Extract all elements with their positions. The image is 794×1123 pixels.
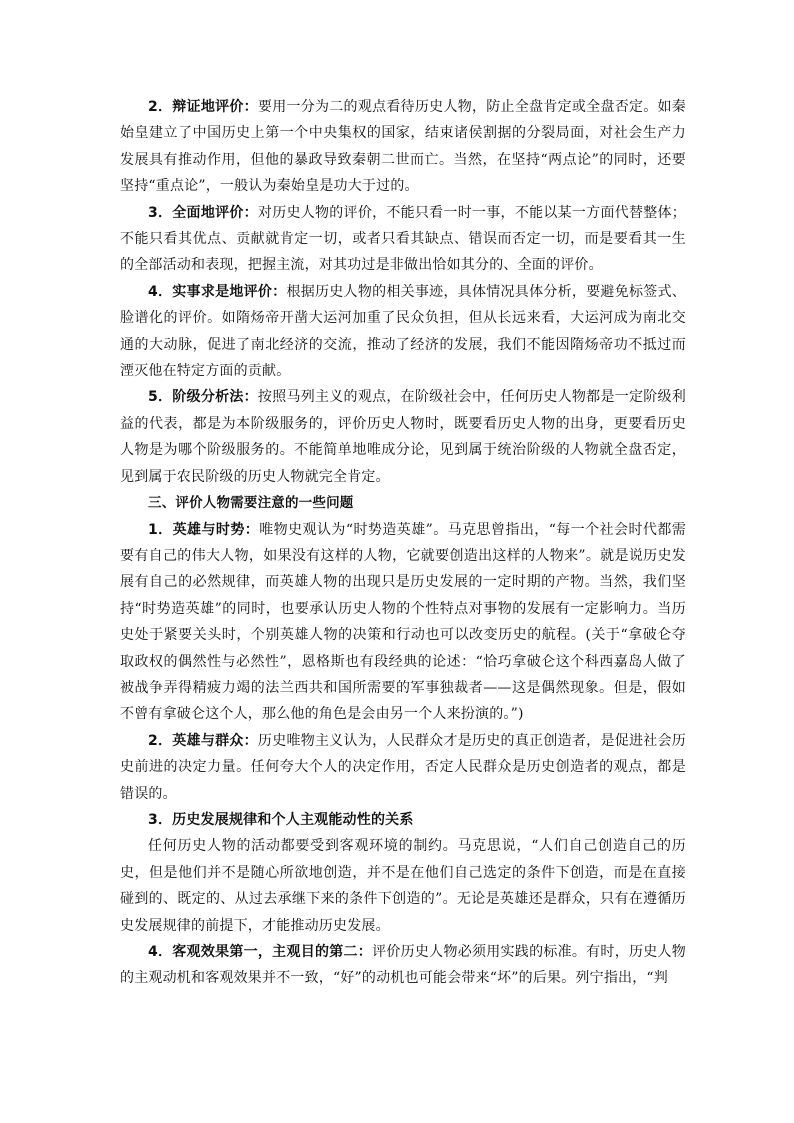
paragraph-class-analysis	[120, 384, 686, 490]
paragraph-dialectical	[120, 94, 686, 200]
paragraph-comprehensive	[120, 200, 686, 279]
paragraph-body: 历史唯物主义认为，人民群众才是历史的真正创造者，是促进社会历史前进的决定力量。任何夸大个人的决定作用，否定人民群众是历史创造者的观点，都是错误的。	[120, 732, 687, 802]
paragraph-body: 要用一分为二的观点看待历史人物，防止全盘肯定或全盘否定。如秦始皇建立了中国历史上第一个中央集权的国家，结束诸侯割据的分裂局面，对社会生产力发展具有推动作用，但他的暴政导致秦朝二世而亡。当然，在坚持“两点论”的同时，还要坚持“重点论”，一般认为秦始皇是功大于过的。	[120, 99, 687, 195]
paragraph-law-initiative-body: 任何历史人物的活动都要受到客观环境的制约。马克思说，“人们自己创造自己的历史，但是他们并不是随心所欲地创造，并不是在他们自己选定的条件下创造，而是在直接碰到的、既定的、从过去承继下来的条件下创造的”。无论是英雄还是群众，只有在遵循历史发展规律的前提下，才能推动历史发展。	[120, 838, 686, 934]
paragraph-heading: 2．辩证地评价：	[148, 99, 258, 115]
paragraph-heading: 1．英雄与时势：	[148, 521, 260, 538]
paragraph-heading: 4．实事求是地评价：	[148, 283, 287, 300]
paragraph-heading: 2．英雄与群众：	[148, 732, 258, 749]
paragraph-body: 根据历史人物的相关事迹，具体情况具体分析，要避免标签式、脸谱化的评价。如隋炀帝开凿大运河加重了民众负担，但从长远来看，大运河成为南北交通的大动脉，促进了南北经济的交流，推动了经济的发展，我们不能因隋炀帝功不抵过而湮灭他在特定方面的贡献。	[120, 283, 686, 380]
paragraph-factual	[120, 279, 686, 385]
paragraph-body: 唯物史观认为“时势造英雄”。马克思曾指出，“每一个社会时代都需要有自己的伟大人物，如果没有这样的人物，它就要创造出这样的人物来”。就是说历史发展有自己的必然规律，而英雄人物的出现只是历史发展的一定时期的产物。当然，我们坚持“时势造英雄”的同时，也要承认历史人物的个性特点对事物的发展有一定影响力。当历史处于紧要关头时，个别英雄人物的决策和行动也可以改变历史的航程。(关于“拿破仑夺取政权的偶然性与必然性”，恩格斯也有段经典的论述：“恰巧拿破仑这个科西嘉岛人做了被战争弄得精疲力竭的法兰西共和国所需要的军事独裁者——这是偶然现象。但是，假如不曾有拿破仑这个人，那么他的角色是会由另一个人来扮演的。”)	[120, 521, 686, 723]
paragraph-effect-motive	[120, 939, 686, 992]
paragraph-body: 评价历史人物必须用实践的标准。有时，历史人物的主观动机和客观效果并不一致，“好”的动机也可能会带来“坏”的后果。列宁指出，“判	[120, 944, 686, 987]
paragraph-heading: 5．阶级分析法：	[148, 389, 258, 406]
section-title: 三、评价人物需要注意的一些问题	[148, 495, 354, 512]
paragraph-heading: 3．全面地评价：	[148, 204, 258, 221]
paragraph-body: 按照马列主义的观点，在阶级社会中，任何历史人物都是一定阶级利益的代表，都是为本阶级服务的，评价历史人物时，既要看历史人物的出身，更要看历史人物是为哪个阶级服务的。不能简单地唯成分论，见到属于统治阶级的人物就全盘否定，见到属于农民阶级的历史人物就完全肯定。	[120, 389, 687, 485]
paragraph-hero-masses	[120, 728, 686, 807]
paragraph-heading: 3．历史发展规律和个人主观能动性的关系	[148, 811, 414, 828]
paragraph-heading: 4．客观效果第一，主观目的第二：	[148, 944, 373, 960]
document-page	[120, 94, 686, 992]
paragraph-hero-times	[120, 517, 686, 728]
paragraph-law-initiative-heading	[120, 807, 686, 833]
paragraph-body: 对历史人物的评价，不能只看一时一事，不能以某一方面代替整体；不能只看其优点、贡献就肯定一切，或者只看其缺点、错误而否定一切，而是要看其一生的全部活动和表现，把握主流，对其功过是非做出恰如其分的、全面的评价。	[120, 204, 687, 274]
